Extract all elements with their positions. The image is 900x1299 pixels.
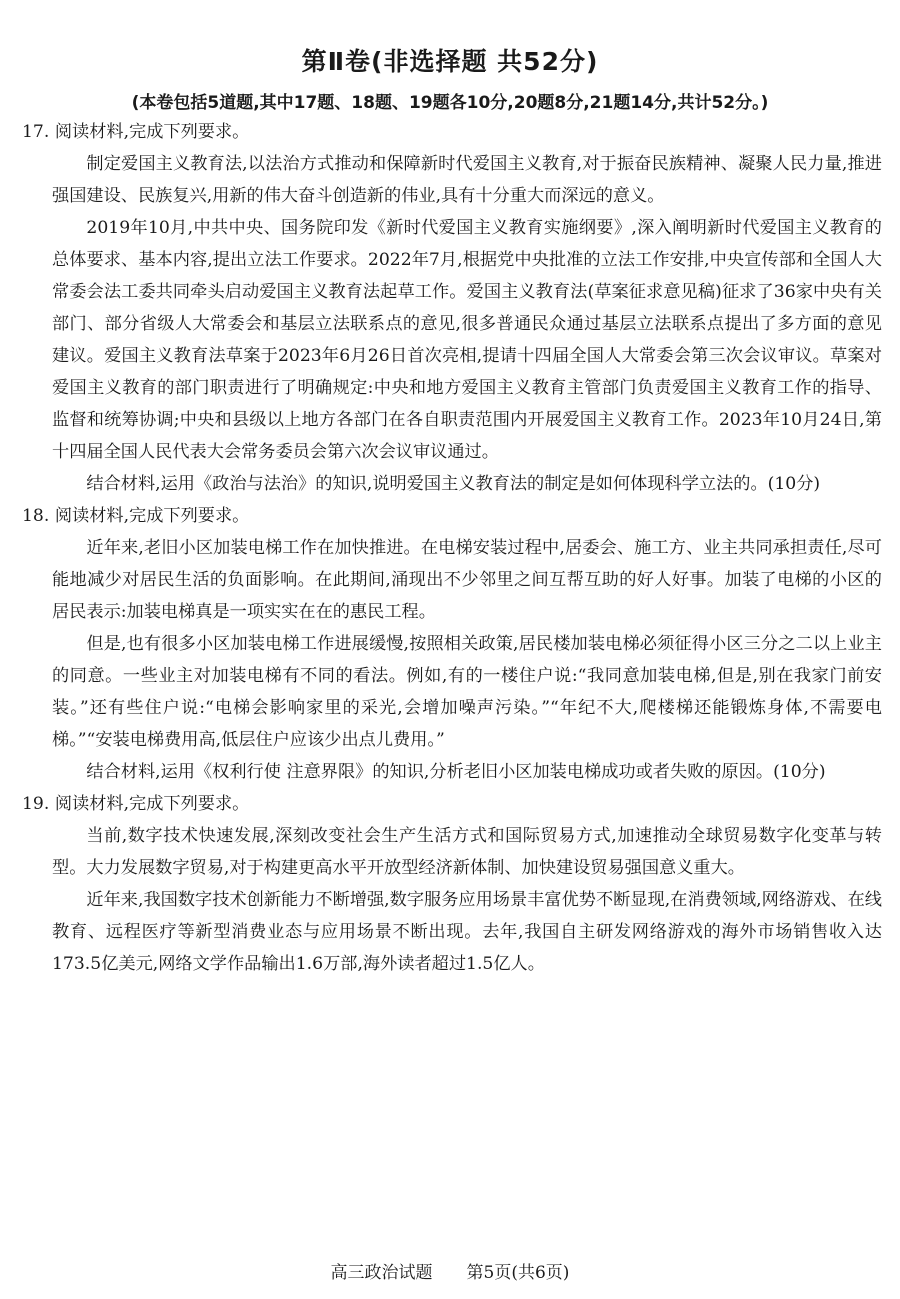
question-number: 18.: [22, 506, 50, 526]
question-heading: [22, 116, 882, 148]
question-instruction: 阅读材料,完成下列要求。: [54, 794, 250, 814]
question-17: [22, 116, 882, 500]
question-number: 19.: [22, 794, 50, 814]
question-heading: [22, 788, 882, 820]
question-18: [22, 500, 882, 788]
footer-page-number: 第5页(共6页): [466, 1263, 570, 1283]
question-instruction: 阅读材料,完成下列要求。: [54, 506, 250, 526]
material-paragraph: 制定爱国主义教育法,以法治方式推动和保障新时代爱国主义教育,对于振奋民族精神、凝聚人民力量,推进强国建设、民族复兴,用新的伟大奋斗创造新的伟业,具有十分重大而深远的意义。: [52, 154, 882, 206]
section-note: (本卷包括5道题,其中17题、18题、19题各10分,20题8分,21题14分,共计52分。): [131, 93, 769, 113]
question-prompt: 结合材料,运用《政治与法治》的知识,说明爱国主义教育法的制定是如何体现科学立法的。(10分): [86, 474, 821, 494]
question-instruction: 阅读材料,完成下列要求。: [54, 122, 250, 142]
page-footer: [0, 1258, 900, 1283]
material-paragraph: 但是,也有很多小区加装电梯工作进展缓慢,按照相关政策,居民楼加装电梯必须征得小区三分之二以上业主的同意。一些业主对加装电梯有不同的看法。例如,有的一楼住户说:“我同意加装电梯,但是,别在我家门前安装。”还有些住户说:“电梯会影响家里的采光,会增加噪声污染。”“年纪不大,爬楼梯还能锻炼身体,不需要电梯。”“安装电梯费用高,低层住户应该少出点儿费用。”: [52, 634, 882, 750]
material-paragraph: 当前,数字技术快速发展,深刻改变社会生产生活方式和国际贸易方式,加速推动全球贸易数字化变革与转型。大力发展数字贸易,对于构建更高水平开放型经济新体制、加快建设贸易强国意义重大。: [52, 826, 882, 878]
footer-subject: 高三政治试题: [330, 1263, 433, 1283]
material-paragraph: 近年来,我国数字技术创新能力不断增强,数字服务应用场景丰富优势不断显现,在消费领域,网络游戏、在线教育、远程医疗等新型消费业态与应用场景不断出现。去年,我国自主研发网络游戏的海外市场销售收入达173.5亿美元,网络文学作品输出1.6万部,海外读者超过1.5亿人。: [52, 890, 882, 974]
section-title: 第Ⅱ卷(非选择题 共52分): [301, 47, 599, 76]
material-paragraph: 2019年10月,中共中央、国务院印发《新时代爱国主义教育实施纲要》,深入阐明新时代爱国主义教育的总体要求、基本内容,提出立法工作要求。2022年7月,根据党中央批准的立法工作安排,中央宣传部和全国人大常委会法工委共同牵头启动爱国主义教育法起草工作。爱国主义教育法(草案征求意见稿)征求了36家中央有关部门、部分省级人大常委会和基层立法联系点的意见,很多普通民众通过基层立法联系点提出了多方面的意见建议。爱国主义教育法草案于2023年6月26日首次亮相,提请十四届全国人大常委会第三次会议审议。草案对爱国主义教育的部门职责进行了明确规定:中央和地方爱国主义教育主管部门负责爱国主义教育工作的指导、监督和统筹协调;中央和县级以上地方各部门在各自职责范围内开展爱国主义教育工作。2023年10月24日,第十四届全国人民代表大会常务委员会第六次会议审议通过。: [52, 218, 882, 462]
question-prompt: 结合材料,运用《权利行使 注意界限》的知识,分析老旧小区加装电梯成功或者失败的原因。(10分): [86, 762, 826, 782]
question-19: [22, 788, 882, 980]
question-heading: [22, 500, 882, 532]
questions-area: [22, 116, 882, 980]
question-number: 17.: [22, 122, 50, 142]
material-paragraph: 近年来,老旧小区加装电梯工作在加快推进。在电梯安装过程中,居委会、施工方、业主共同承担责任,尽可能地减少对居民生活的负面影响。在此期间,涌现出不少邻里之间互帮互助的好人好事。加装了电梯的小区的居民表示:加装电梯真是一项实实在在的惠民工程。: [52, 538, 882, 622]
